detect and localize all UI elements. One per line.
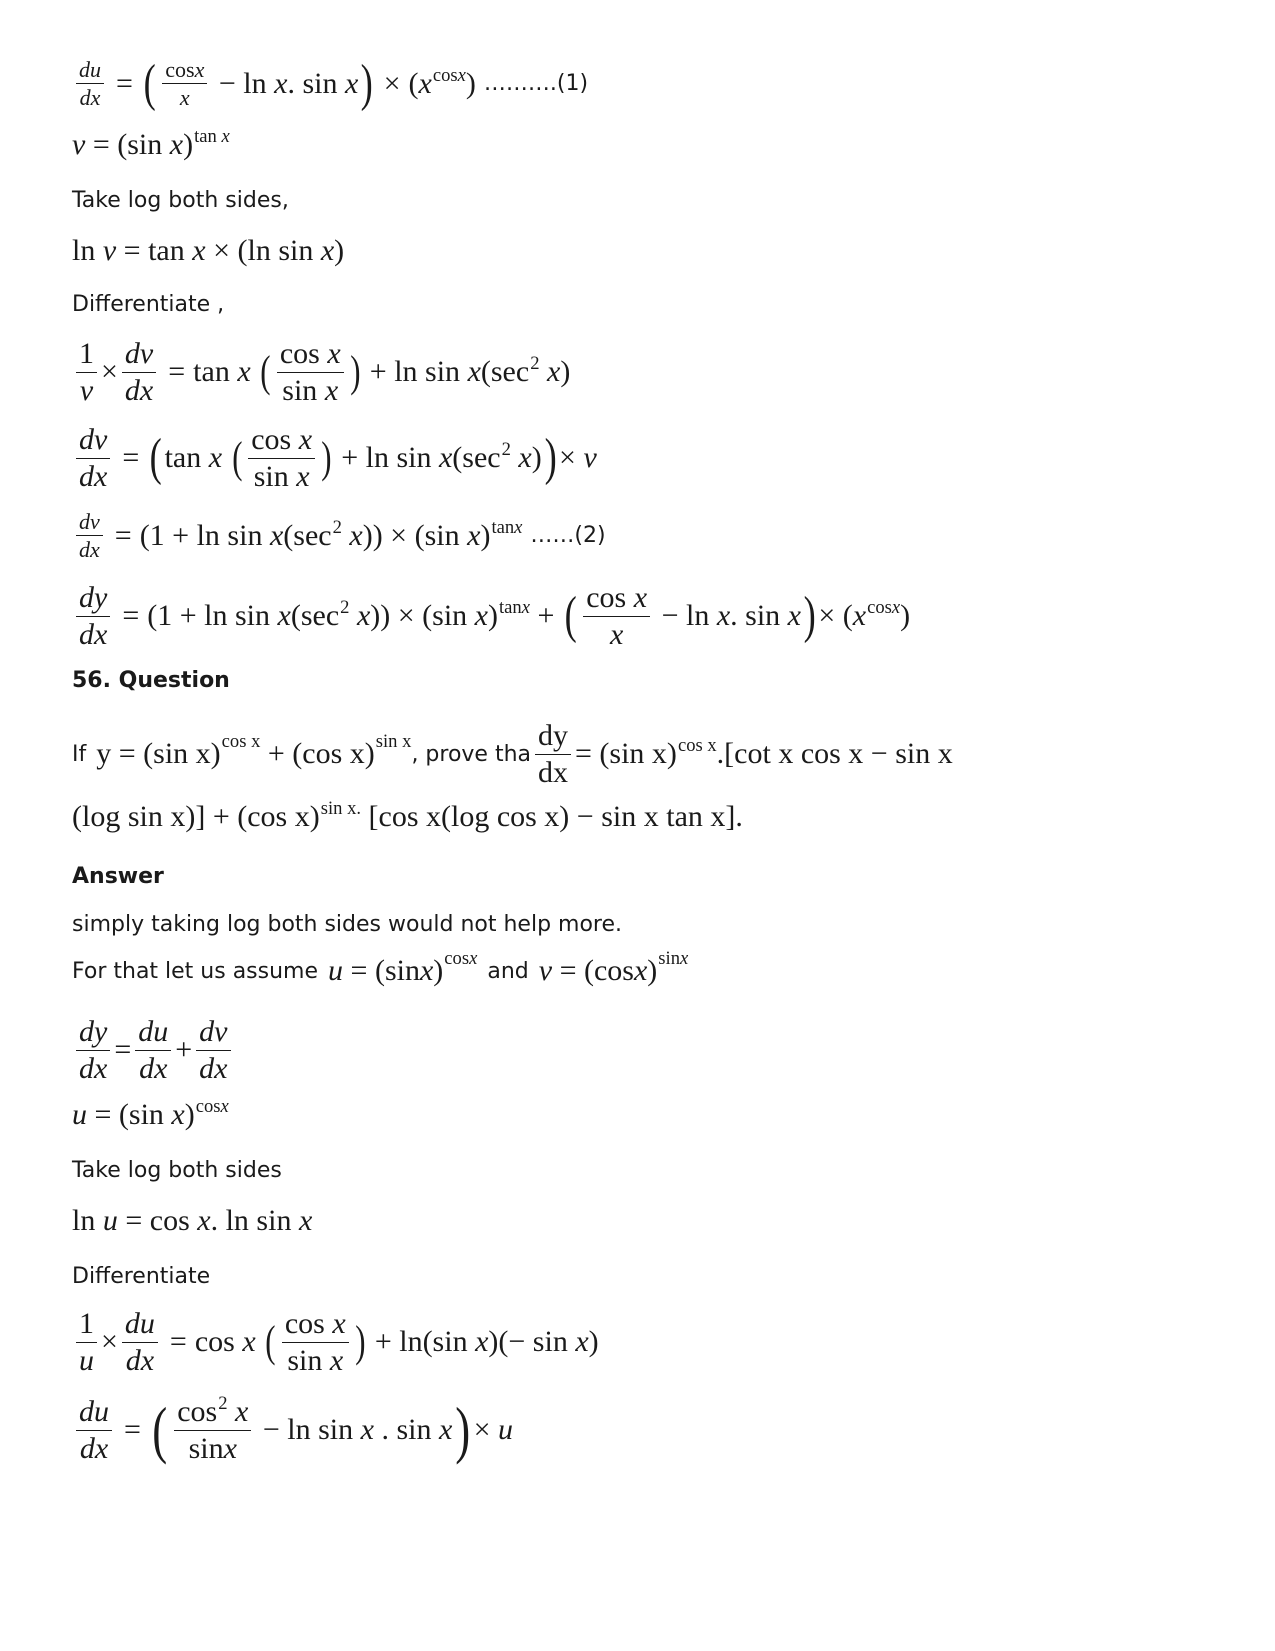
- text-differentiate-2: Differentiate: [72, 1264, 211, 1289]
- equation-dy-dx-final: $\frac{dy}{dx}$ = ($1 + \ln \sin x(\sec^2$ x)) × (sin x)$^{tanx}$ + ( $\frac{\text{cos x}}{x}$ − ln x. sin x ) × $(x^{cosx})$: [72, 582, 910, 650]
- equation-dv-dx-2: $\frac{dv}{dx}$ = ($1 + \ln \sin x(\sec^2$ x)) × (sin x)$^{tanx}$ ……(2): [72, 510, 606, 561]
- equation-tag-2: ……(2): [530, 522, 606, 548]
- text-take-log-2: Take log both sides: [72, 1158, 282, 1183]
- text-differentiate-1: Differentiate ,: [72, 292, 225, 317]
- question-statement-line-2: (log sin x)] + (cos x)$^{sin x.}$ [cos x(log cos x) − sin x tan x].: [72, 798, 743, 833]
- and-label: and: [487, 958, 529, 984]
- question-prove-label: , prove tha: [411, 741, 532, 767]
- equation-u-definition: u = (sin x)$^{cosx}$: [72, 1096, 229, 1131]
- equation-tag-1: ……….(1): [483, 70, 589, 96]
- equation-du-dx: $\frac{du}{dx}$ = ( $\frac{\cos^2 x}{\sin x}$ − ln sin x . sin x ) × u: [72, 1396, 513, 1464]
- question-if-label: If: [72, 741, 87, 767]
- equation-dv-implicit: $\frac{1}{v}$ × $\frac{dv}{dx}$ = tan x ( $\frac{\text{cos x}}{\text{sin x}}$ ) + $\ln \sin x(\sec^2$ x): [72, 338, 570, 406]
- text-take-log: Take log both sides,: [72, 188, 289, 213]
- equation-ln-u: ln u = cos x. ln sin x: [72, 1204, 313, 1237]
- equation-dv-dx: $\frac{dv}{dx}$ = ( tan x ( $\frac{\text{cos x}}{\text{sin x}}$ ) + $\ln \sin x(\sec^2$ x) ) × v: [72, 424, 597, 492]
- equation-v-definition: v = (sin x)$^{tan x}$: [72, 126, 230, 161]
- equation-du-dx-1: $\frac{du}{dx}$ = ( $\frac{\cos x}{x}$ − ln x. sin x ) × $(x^{cosx})$ ……….(1): [72, 58, 588, 109]
- question-statement-line-1: If y = (sin x) cos x + (cos x) sin x , prove tha $\frac{dy}{dx}$ = (sin x)$^{cos x}$.[cot x cos x − sin x: [72, 719, 953, 789]
- equation-du-implicit: $\frac{1}{u}$ × $\frac{du}{dx}$ = cos x ( $\frac{\text{cos x}}{\text{sin x}}$ ) + ln(sin x)(− sin x): [72, 1308, 599, 1376]
- equation-sum-rule: $\frac{dy}{dx}$ = $\frac{du}{dx}$ + $\frac{dv}{dx}$: [72, 1016, 235, 1084]
- equation-ln-v: ln v = tan x × (ln sin x): [72, 234, 345, 267]
- assume-label: For that let us assume: [72, 958, 319, 984]
- answer-text-1: simply taking log both sides would not help more.: [72, 912, 623, 937]
- question-heading: 56. Question: [72, 668, 230, 693]
- answer-assumption: For that let us assume u = (sin x ) cosx and v = (cos x ) sinx: [72, 948, 689, 987]
- answer-heading: Answer: [72, 864, 164, 889]
